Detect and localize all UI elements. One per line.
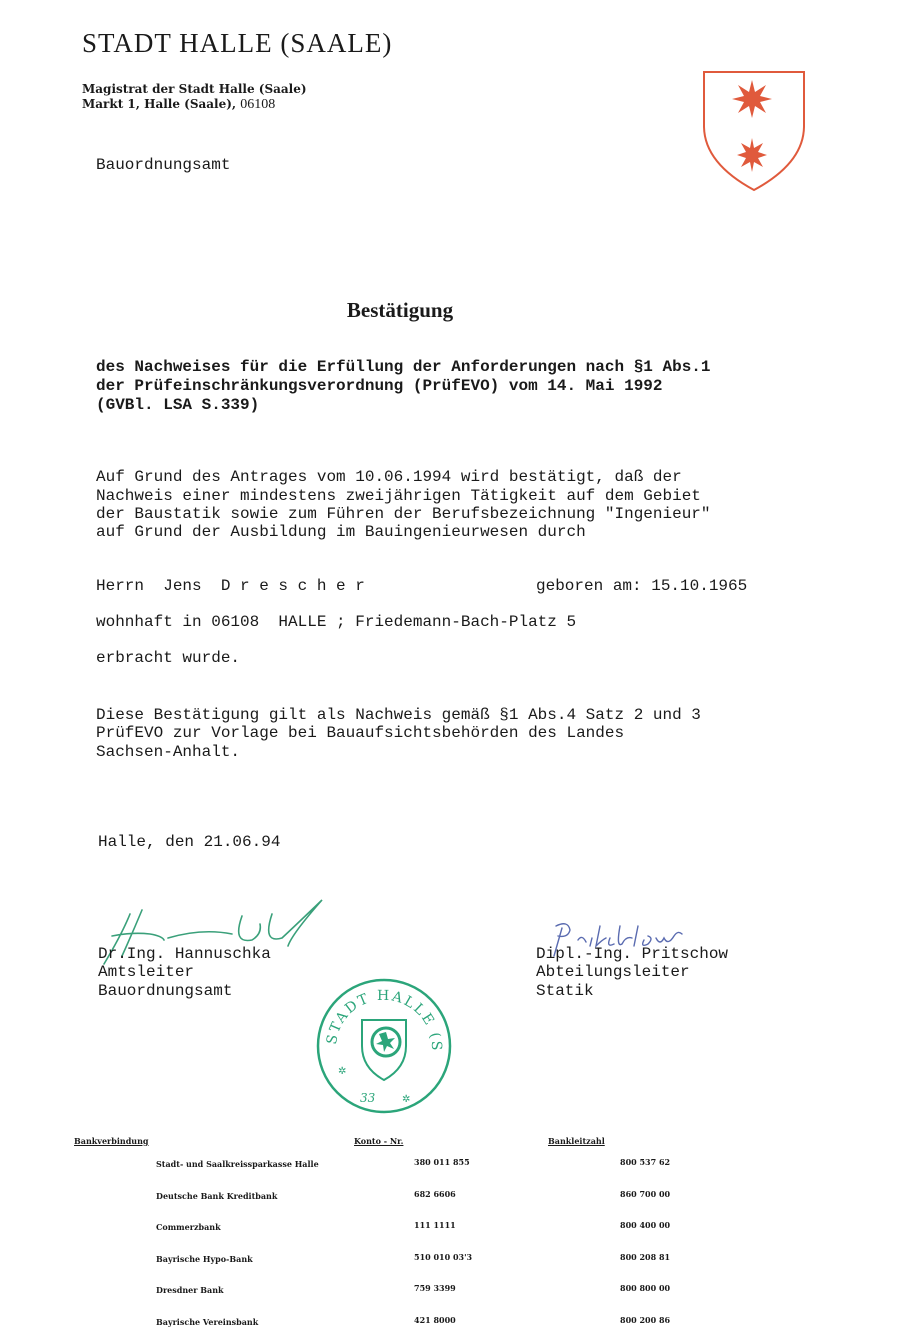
right-signer-dept: Statik bbox=[536, 982, 594, 1000]
right-signer-name: Dipl.-Ing. Pritschow bbox=[536, 945, 729, 963]
signature-left bbox=[84, 876, 324, 956]
address-text: Markt 1, Halle (Saale), bbox=[82, 97, 237, 111]
blz-item: 800 200 86 bbox=[620, 1314, 671, 1325]
bank-item: Bayrische Vereinsbank bbox=[156, 1316, 259, 1327]
postcode: 06108 bbox=[240, 97, 276, 112]
bank-list bbox=[156, 1138, 319, 1338]
city-title: STADT HALLE (SAALE) bbox=[82, 28, 393, 58]
bank-item: Stadt- und Saalkreissparkasse Halle bbox=[156, 1159, 319, 1169]
validity-line-2: PrüfEVO zur Vorlage bei Bauaufsichtsbehörden des Landes bbox=[96, 724, 625, 742]
stamp-text: STADT HALLE (S bbox=[323, 987, 445, 1053]
authority-line: Magistrat der Stadt Halle (Saale) bbox=[82, 82, 307, 96]
svg-text:✲: ✲ bbox=[338, 1066, 347, 1077]
left-signer-dept: Bauordnungsamt bbox=[98, 982, 233, 1000]
bank-item: Bayrische Hypo-Bank bbox=[156, 1253, 253, 1264]
blz-item: 800 208 81 bbox=[620, 1251, 671, 1262]
document-title: Bestätigung bbox=[346, 298, 454, 322]
account-item: 380 011 855 bbox=[414, 1157, 470, 1167]
blz-item: 860 700 00 bbox=[620, 1188, 671, 1199]
subject-line-3: (GVBl. LSA S.339) bbox=[96, 396, 260, 414]
blz-heading: Bankleitzahl bbox=[548, 1136, 605, 1146]
office-name: Bauordnungsamt bbox=[96, 156, 231, 174]
official-stamp-icon bbox=[306, 946, 446, 1105]
blz-list bbox=[620, 1136, 670, 1336]
coat-of-arms-icon bbox=[692, 50, 800, 174]
place-date: Halle, den 21.06.94 bbox=[98, 833, 281, 851]
svg-text:STADT HALLE (SAALE) bbox=[314, 964, 444, 1053]
subject-line-1: des Nachweises für die Erfüllung der Anforderungen nach §1 Abs.1 bbox=[96, 358, 711, 376]
validity-line-3: Sachsen-Anhalt. bbox=[96, 743, 241, 761]
account-item: 759 3399 bbox=[414, 1283, 456, 1293]
signature-right bbox=[540, 898, 740, 942]
body-line-4: auf Grund der Ausbildung im Bauingenieurwesen durch bbox=[96, 523, 586, 541]
birth-date: geboren am: 15.10.1965 bbox=[536, 577, 748, 595]
stamp-number: 33 bbox=[360, 1091, 376, 1105]
svg-text:✲: ✲ bbox=[402, 1094, 411, 1105]
blz-item: 800 537 62 bbox=[620, 1157, 671, 1167]
validity-line-1: Diese Bestätigung gilt als Nachweis gemäß §1 Abs.4 Satz 2 und 3 bbox=[96, 706, 701, 724]
account-item: 111 1111 bbox=[414, 1220, 456, 1230]
bank-heading: Bankverbindung bbox=[74, 1136, 149, 1146]
bank-item: Deutsche Bank Kreditbank bbox=[156, 1190, 278, 1201]
completed-line: erbracht wurde. bbox=[96, 649, 241, 667]
account-item: 510 010 03'3 bbox=[414, 1251, 473, 1262]
blz-item: 800 400 00 bbox=[620, 1220, 671, 1230]
account-list bbox=[414, 1136, 472, 1336]
left-signer-role: Amtsleiter bbox=[98, 963, 195, 981]
address-line bbox=[82, 97, 275, 113]
account-item: 682 6606 bbox=[414, 1188, 456, 1199]
account-heading: Konto - Nr. bbox=[354, 1136, 404, 1146]
body-line-1: Auf Grund des Antrages vom 10.06.1994 wird bestätigt, daß der bbox=[96, 468, 682, 486]
bank-item: Commerzbank bbox=[156, 1222, 221, 1232]
account-item: 421 8000 bbox=[414, 1314, 456, 1325]
left-signer-name: Dr.Ing. Hannuschka bbox=[98, 945, 271, 963]
right-signer-role: Abteilungsleiter bbox=[536, 963, 690, 981]
body-line-3: der Baustatik sowie zum Führen der Berufsbezeichnung "Ingenieur" bbox=[96, 505, 711, 523]
person-name: Herrn Jens D r e s c h e r bbox=[96, 577, 365, 595]
body-line-2: Nachweis einer mindestens zweijährigen Tätigkeit auf dem Gebiet bbox=[96, 487, 701, 505]
subject-line-2: der Prüfeinschränkungsverordnung (PrüfEVO) vom 14. Mai 1992 bbox=[96, 377, 663, 395]
blz-item: 800 800 00 bbox=[620, 1283, 671, 1293]
residence: wohnhaft in 06108 HALLE ; Friedemann-Bach-Platz 5 bbox=[96, 613, 577, 631]
bank-item: Dresdner Bank bbox=[156, 1285, 224, 1295]
